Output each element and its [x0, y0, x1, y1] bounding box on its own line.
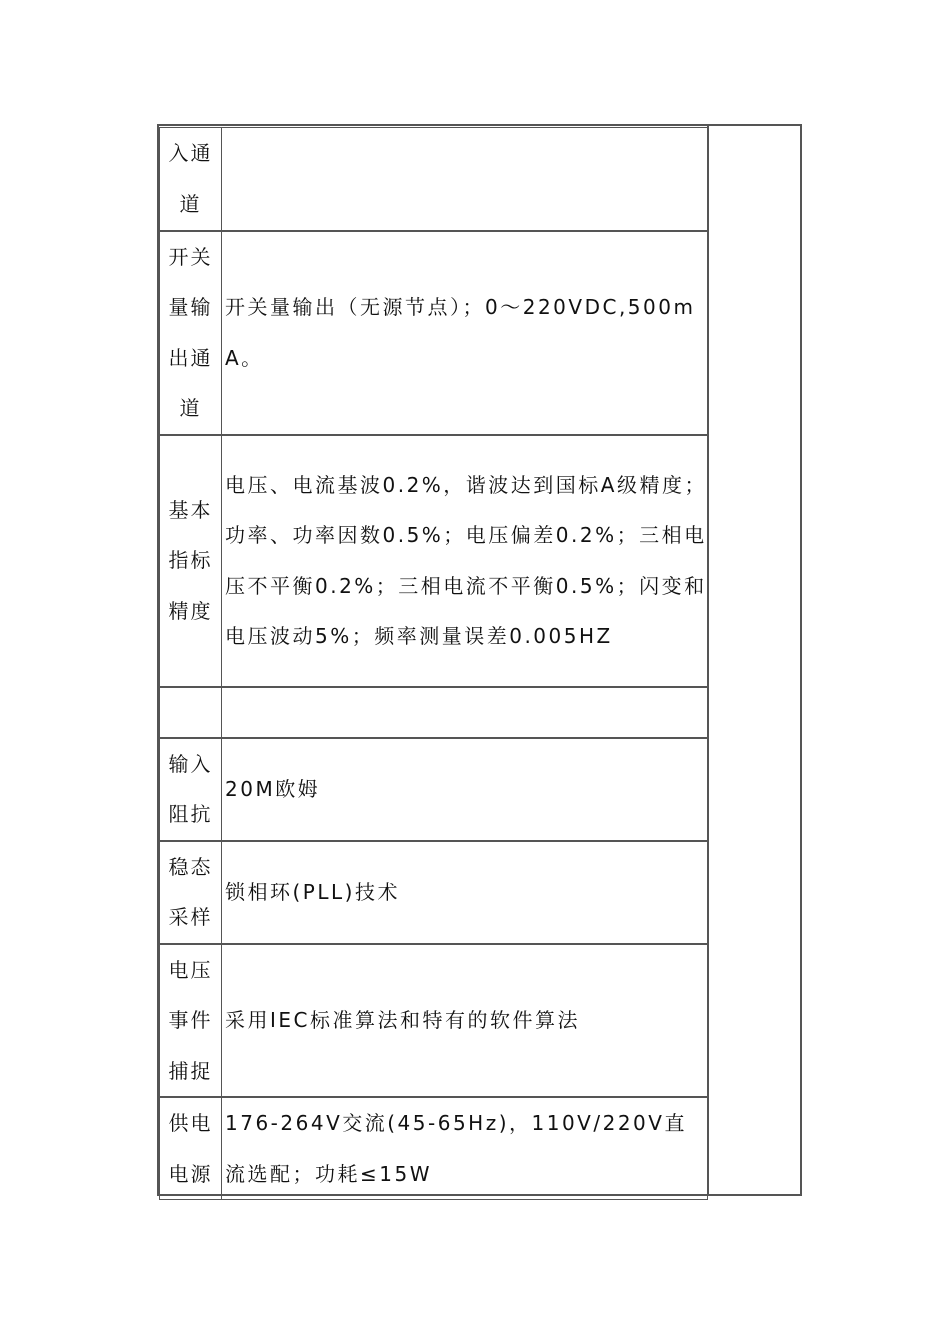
row-label	[160, 435, 222, 687]
row-value-text: 锁相环(PLL)技术	[225, 879, 400, 904]
row-value	[222, 687, 708, 738]
row-value	[222, 841, 708, 944]
table-row	[160, 435, 708, 687]
row-label-text: 开关量输出通道	[168, 244, 213, 420]
table-row	[160, 944, 708, 1098]
row-label	[160, 687, 222, 738]
row-label	[160, 1097, 222, 1200]
row-label	[160, 944, 222, 1098]
row-value	[222, 738, 708, 841]
row-value-text: 开关量输出（无源节点）；0～220VDC,500mA。	[225, 295, 696, 370]
row-value	[222, 128, 708, 231]
row-label	[160, 128, 222, 231]
row-label	[160, 231, 222, 435]
table-row	[160, 687, 708, 738]
row-label-text: 入通道	[168, 141, 213, 216]
row-value-text: 电压、电流基波0.2%，谐波达到国标A级精度；功率、功率因数0.5%；电压偏差0.2%；三相电压不平衡0.2%；三相电流不平衡0.5%；闪变和电压波动5%；频率测量误差0.005HZ	[225, 472, 707, 648]
table-row	[160, 738, 708, 841]
row-value	[222, 1097, 708, 1200]
row-label-text: 电压事件捕捉	[168, 957, 213, 1083]
row-label	[160, 841, 222, 944]
table-row	[160, 128, 708, 231]
row-value-text: 采用IEC标准算法和特有的软件算法	[225, 1008, 580, 1032]
row-label	[160, 738, 222, 841]
row-label-text: 供电电源	[168, 1111, 213, 1186]
row-label-text: 输入阻抗	[168, 751, 213, 826]
spec-table	[159, 127, 708, 1200]
table-row	[160, 1097, 708, 1200]
row-label-text: 基本指标精度	[168, 497, 213, 623]
row-label-text: 稳态采样	[168, 854, 213, 929]
row-value	[222, 231, 708, 435]
table-row	[160, 231, 708, 435]
row-value-text: 20M欧姆	[225, 776, 321, 801]
row-value-text: 176-264V交流(45-65Hz)，110V/220V直流选配；功耗≤15W	[225, 1111, 687, 1186]
row-value	[222, 944, 708, 1098]
row-value	[222, 435, 708, 687]
table-row	[160, 841, 708, 944]
